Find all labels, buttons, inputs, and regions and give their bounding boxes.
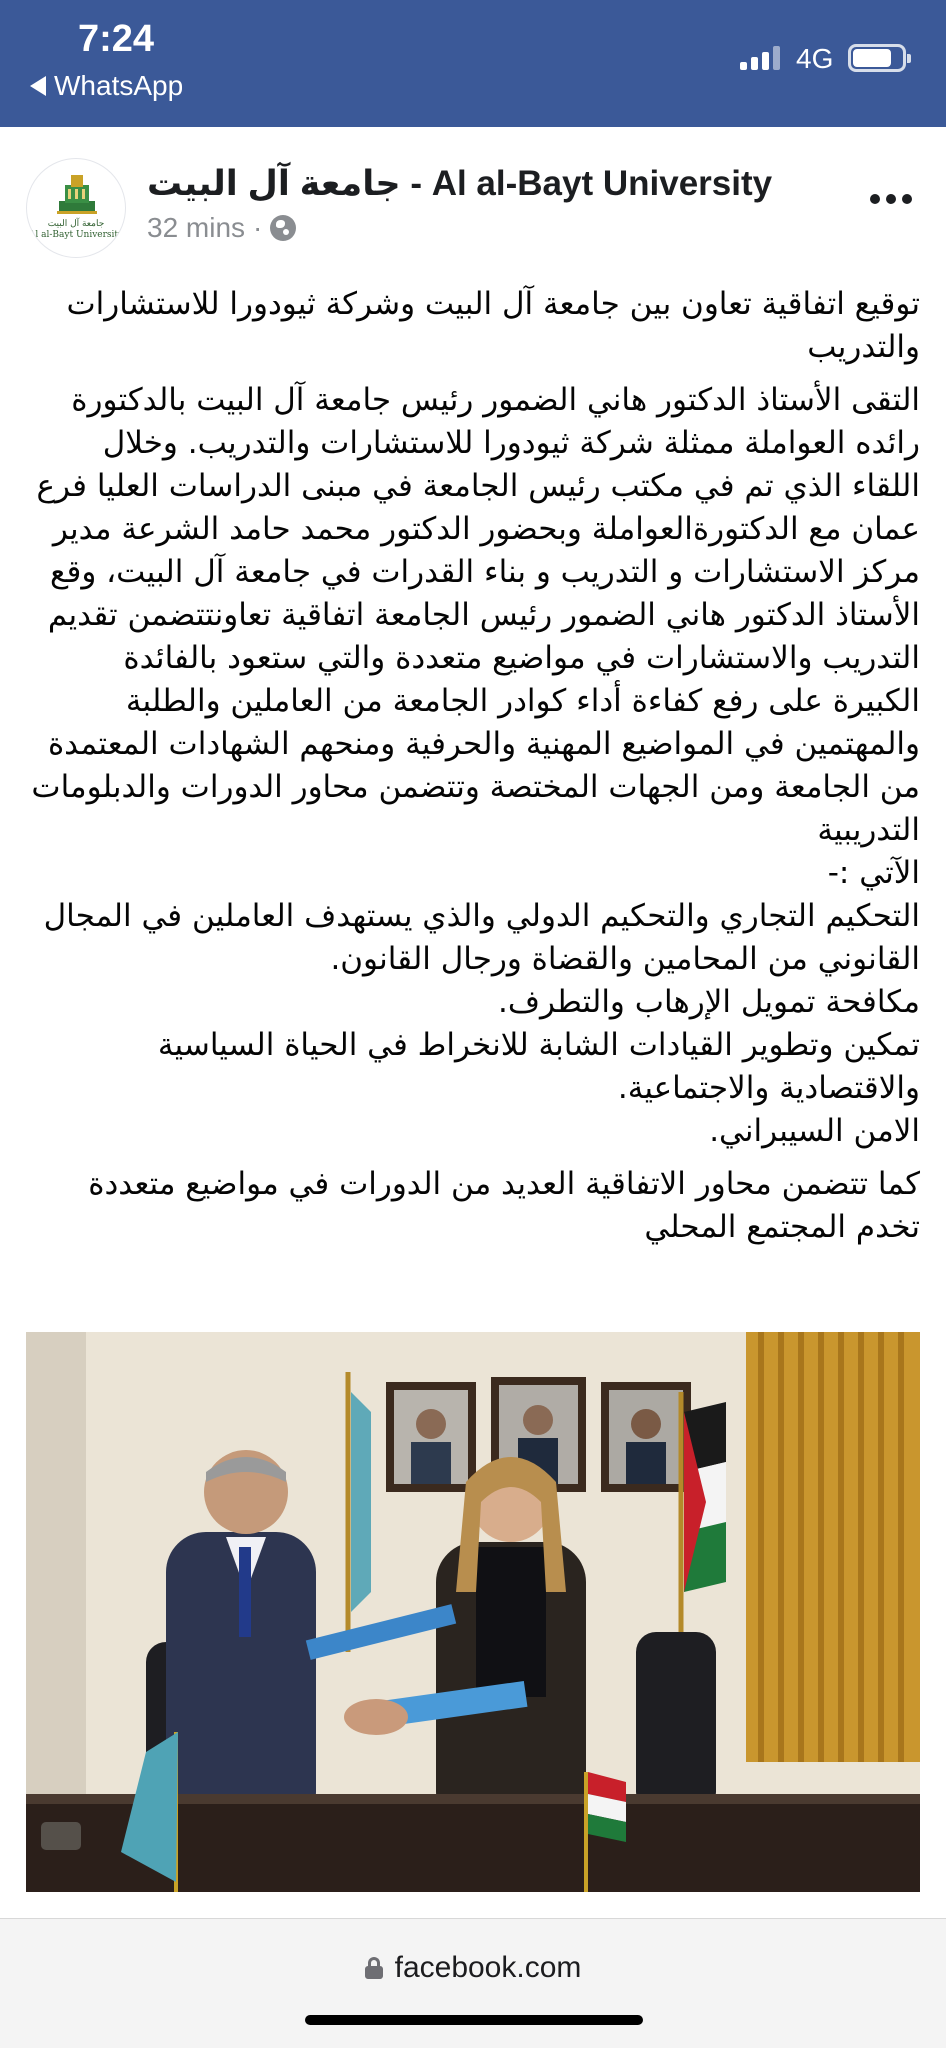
signing-ceremony-image bbox=[26, 1332, 920, 1892]
post-photo[interactable] bbox=[26, 1332, 920, 1892]
post-header bbox=[0, 150, 946, 260]
post-headline: توقيع اتفاقية تعاون بين جامعة آل البيت وشركة ثيودورا للاستشارات والتدريب bbox=[66, 286, 920, 365]
page-name-link[interactable]: جامعة آل البيت - Al al-Bayt University bbox=[147, 164, 773, 203]
university-logo-icon bbox=[55, 171, 99, 215]
back-to-app-button[interactable] bbox=[30, 70, 183, 102]
url-text: facebook.com bbox=[394, 1951, 582, 1984]
post-paragraph: التقى الأستاذ الدكتور هاني الضمور رئيس جامعة آل البيت بالدكتورة رائده العواملة ممثلة شركة ثيودورا للاستشارات والتدريب. وخلال اللقاء الذي تم في مكتب رئيس الجامعة في مبنى الدراسات العليا فرع عمان مع الدكتورةالعواملة وبحضور الدكتور محمد حامد الشرعة مدير مركز الاستشارات و التدريب و بناء القدرات في جامعة آل البيت، وقع الأستاذ الدكتور هاني الضمور رئيس الجامعة اتفاقية تعاونتتضمن تقديم التدريب والاستشارات في مواضيع متعددة والتي ستعود بالفائدة الكبيرة على رفع كفاءة أداء كوادر الجامعة من العاملين والطلبة والمهتمين في المواضيع المهنية والحرفية ومنحهم الشهادات المعتمدة من الجامعة ومن الجهات المختصة وتتضمن محاور الدورات والدبلومات التدريبية الآتي :- التحكيم التجاري والتحكيم الدولي والذي يستهدف العاملين في المجال القانوني من المحامين والقضاة ورجال القانون. مكافحة تمويل الإرهاب والتطرف. تمكين وتطوير القيادات الشابة للانخراط في الحياة السياسية والاقتصادية والاجتماعية. الامن السيبراني. bbox=[31, 382, 920, 1149]
back-app-label: WhatsApp bbox=[54, 70, 184, 101]
dot-icon bbox=[902, 194, 912, 204]
home-indicator[interactable] bbox=[305, 2015, 643, 2025]
meta-separator: · bbox=[253, 212, 263, 243]
post-timestamp[interactable]: 32 mins bbox=[147, 212, 246, 243]
status-bar bbox=[0, 0, 946, 127]
public-globe-icon bbox=[270, 215, 296, 241]
dot-icon bbox=[886, 194, 896, 204]
post-text bbox=[28, 283, 920, 1259]
dot-icon bbox=[870, 194, 880, 204]
network-type: 4G bbox=[796, 43, 834, 74]
battery-icon bbox=[848, 44, 906, 72]
post-meta bbox=[147, 212, 296, 244]
cellular-signal-icon bbox=[740, 46, 780, 70]
avatar-caption bbox=[27, 219, 125, 241]
back-arrow-icon bbox=[30, 76, 46, 96]
post-paragraph: كما تتضمن محاور الاتفاقية العديد من الدورات في مواضيع متعددة تخدم المجتمع المحلي bbox=[88, 1166, 920, 1245]
url-bar[interactable] bbox=[0, 1951, 946, 1985]
more-options-button[interactable] bbox=[866, 184, 916, 214]
lock-icon bbox=[365, 1957, 383, 1979]
avatar-caption-en: Al al-Bayt University bbox=[28, 230, 124, 240]
browser-bottom-bar bbox=[0, 1918, 946, 2048]
avatar-caption-ar: جامعة آل البيت bbox=[47, 219, 105, 229]
status-time: 7:24 bbox=[78, 18, 155, 60]
page-avatar[interactable] bbox=[26, 158, 126, 258]
